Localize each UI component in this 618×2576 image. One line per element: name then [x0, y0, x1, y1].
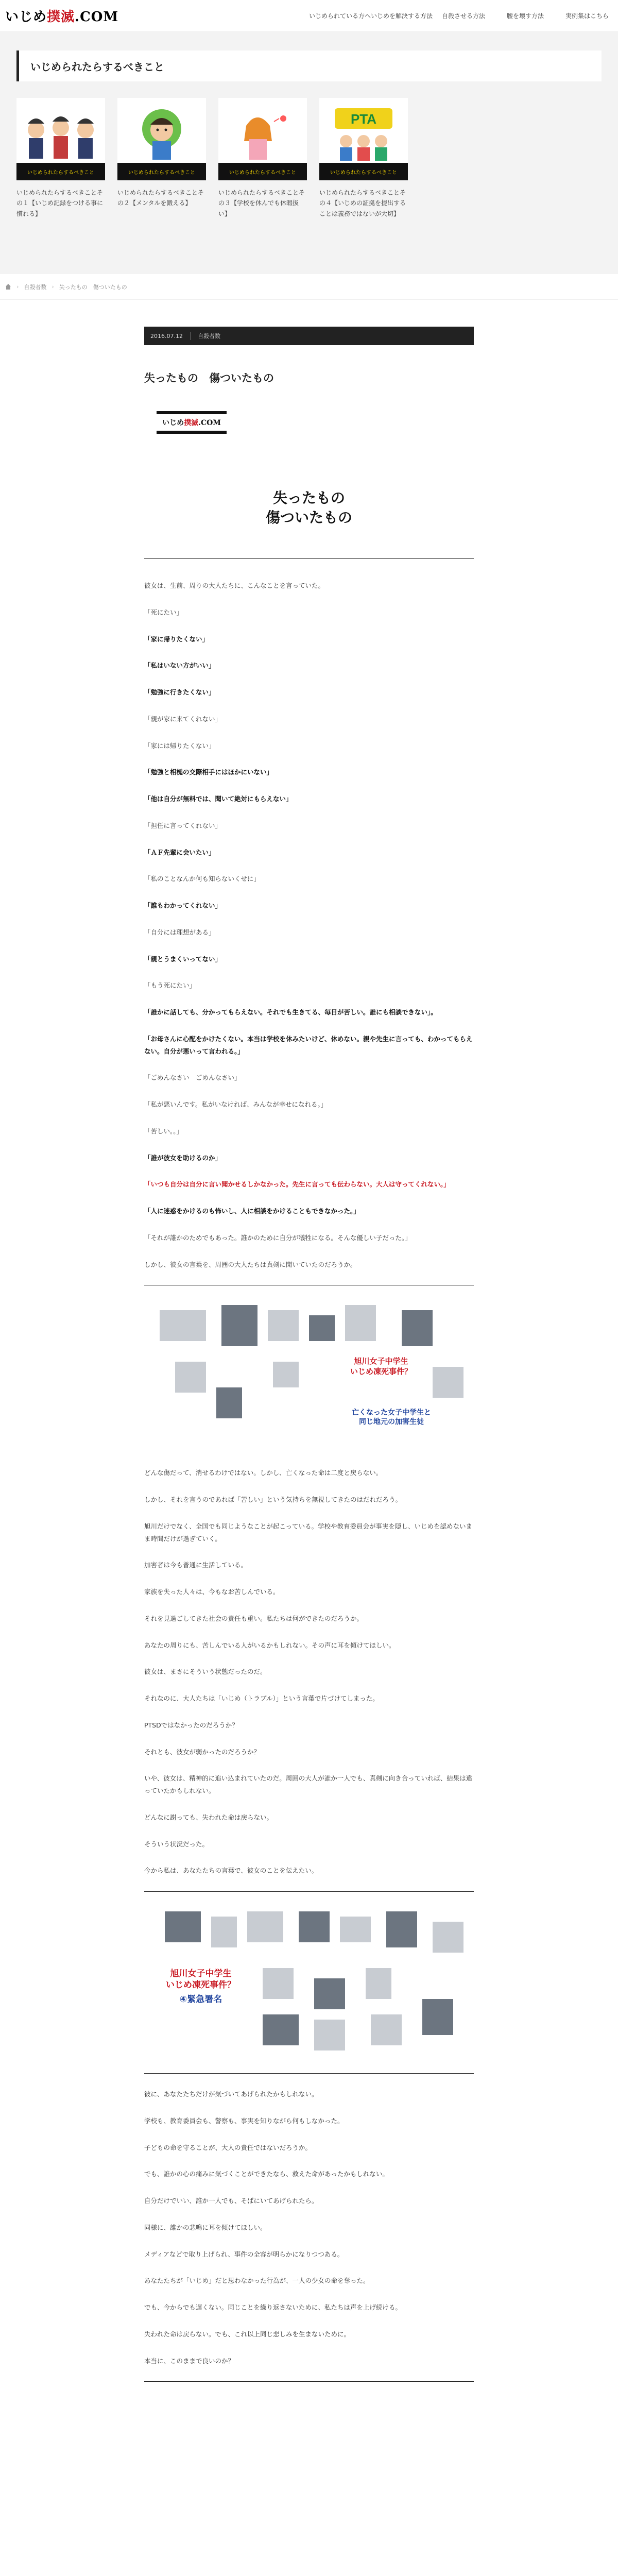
- paragraph: 「それが誰かのためでもあった。誰かのために自分が犠牲になる。そんな優しい子だった。」: [144, 1233, 411, 1242]
- paragraph: [144, 633, 474, 646]
- collage-photo: [422, 1999, 453, 2035]
- paragraph: 旭川だけでなく、全国でも同じようなことが起こっている。学校や教育委員会が事実を隠し、いじめを認めないまま時間だけが過ぎていく。: [144, 1522, 473, 1543]
- global-nav: [309, 0, 618, 32]
- collage-caption-line: 旭川女子中学生: [354, 1357, 408, 1366]
- paragraph: 「もう死にたい」: [144, 981, 196, 990]
- collage-photo: [345, 1305, 376, 1341]
- paragraph-bold: 「誰が彼女を助けるのか」: [144, 1154, 222, 1162]
- paragraph: [144, 766, 474, 778]
- paragraph: [144, 1006, 474, 1019]
- recommended-heading: いじめられたらするべきこと: [16, 50, 602, 81]
- paragraph: [144, 686, 474, 699]
- card-title[interactable]: いじめられたらするべきことその２【メンタルを鍛える】: [117, 189, 204, 207]
- paragraph-bold: 「誰もわかってくれない」: [144, 902, 222, 909]
- collage-caption-line: いじめ凍死事件？: [166, 1980, 236, 1991]
- site-header: [0, 0, 618, 32]
- card-thumbnail[interactable]: [117, 98, 206, 180]
- collage-photo: [211, 1917, 237, 1947]
- eyecatch-line: 傷ついたもの: [265, 509, 352, 526]
- collage-photo: [273, 1362, 299, 1387]
- collage-caption: [340, 1357, 422, 1377]
- breadcrumb-current: 失ったもの 傷ついたもの: [59, 283, 127, 291]
- petition-collage-image: [144, 1906, 474, 2056]
- card-title[interactable]: いじめられたらするべきことその１【いじめ記録をつける事に慣れる】: [16, 189, 104, 217]
- nav-item-3[interactable]: 自殺させる方法: [441, 12, 485, 20]
- collage-photo: [340, 1917, 371, 1942]
- article: [144, 327, 474, 2382]
- recommended-card[interactable]: [16, 98, 105, 219]
- card-illustration-thinking: [117, 98, 206, 163]
- paragraph-bold: 「誰かに話しても、分かってもらえない。それでも生きてる、毎日が苦しい。誰にも相談できない」。: [144, 1008, 437, 1016]
- article-body: [144, 580, 474, 2382]
- paragraph: どんな傷だって、消せるわけではない。しかし、亡くなった命は二度と戻らない。: [144, 1469, 383, 1477]
- paragraph-bold: 「人に迷惑をかけるのも怖いし、人に相談をかけることもできなかった。」: [144, 1207, 360, 1215]
- recommended-card[interactable]: [117, 98, 206, 219]
- home-icon[interactable]: [5, 284, 11, 290]
- breadcrumb-category[interactable]: 自殺者数: [24, 283, 47, 291]
- card-thumbnail[interactable]: [218, 98, 307, 180]
- collage-photo: [314, 1978, 345, 2009]
- paragraph: 失われた命は戻らない。でも、これ以上同じ悲しみを生まないために。: [144, 2330, 351, 2338]
- collage-photo: [371, 2014, 402, 2045]
- recommended-card[interactable]: [319, 98, 408, 219]
- paragraph: 今から私は、あなたたちの言葉で、彼女のことを伝えたい。: [144, 1867, 318, 1875]
- paragraph-bold: 「他は自分が無料では、聞いて絶対にもらえない」: [144, 795, 293, 803]
- nav-item-4[interactable]: 腰を壊す方法: [506, 12, 544, 20]
- card-strip-text: いじめられたらするべきこと: [330, 170, 397, 176]
- collage-caption-line: いじめ凍死事件？: [350, 1366, 412, 1376]
- paragraph: 彼女は、まさにそういう状態だったのだ。: [144, 1668, 267, 1676]
- paragraph: 子どもの命を守ることが、大人の責任ではないだろうか。: [144, 2143, 312, 2151]
- card-strip: [218, 163, 307, 180]
- paragraph: 同様に、誰かの悲鳴に耳を傾けてほしい。: [144, 2223, 267, 2231]
- paragraph: それなのに、大人たちは「いじめ（トラブル）」という言葉で片づけてしまった。: [144, 1694, 379, 1702]
- paragraph: [144, 900, 474, 912]
- paragraph: 本当に、このままで良いのか？: [144, 2357, 235, 2365]
- collage-photo: [268, 1310, 299, 1341]
- post-title: 失ったもの 傷ついたもの: [144, 372, 274, 384]
- eyecatch-logo: [157, 411, 227, 434]
- collage-photo: [263, 2014, 299, 2045]
- paragraph: 「苦しい。。」: [144, 1127, 183, 1135]
- paragraph: 「私のことなんか何も知らないくせに」: [144, 875, 261, 883]
- paragraph: あなたたちが「いじめ」だと思わなかった行為が、一人の少女の命を奪った。: [144, 2277, 370, 2285]
- collage-photo: [433, 1922, 464, 1953]
- paragraph: 学校も、教育委員会も、警察も、事実を知りながら何もしなかった。: [144, 2116, 344, 2125]
- paragraph: でも、誰かの心の痛みに気づくことができたなら、救えた命があったかもしれない。: [144, 2170, 389, 2178]
- paragraph: いや、彼女は、精神的に追い込まれていたのだ。周囲の大人が誰か一人でも、真剣に向き合っていれば、結果は違っていたかもしれない。: [144, 1774, 473, 1794]
- card-thumbnail[interactable]: [319, 98, 408, 180]
- paragraph: そういう状況だった。: [144, 1840, 209, 1848]
- news-collage-image: [144, 1300, 474, 1449]
- breadcrumb-separator: ›: [16, 283, 19, 290]
- logo-suffix: .COM: [75, 9, 119, 25]
- card-title[interactable]: いじめられたらするべきことその４【いじめの証拠を提出することは義務ではないが大切】: [319, 189, 406, 217]
- eyecatch-line: 失ったもの: [272, 489, 345, 506]
- paragraph: 自分だけでいい、誰か一人でも、そばにいてあげられたら。: [144, 2197, 318, 2205]
- paragraph-bold: 「親とうまくいってない」: [144, 955, 222, 963]
- paragraph: 彼女は、生前、周りの大人たちに、こんなことを言っていた。: [144, 582, 325, 589]
- paragraph: メディアなどで取り上げられ、事件の全容が明らかになりつつある。: [144, 2250, 344, 2258]
- collage-caption-line: 旭川女子中学生: [170, 1969, 232, 1979]
- breadcrumb-separator: ›: [52, 283, 54, 290]
- svg-text:PTA: PTA: [350, 111, 377, 127]
- collage-photo: [247, 1911, 283, 1942]
- collage-caption: [149, 1968, 252, 2005]
- collage-caption-line: 同じ地元の加害生徒: [359, 1418, 424, 1427]
- paragraph: それを見過ごしてきた社会の責任も重い。私たちは何ができたのだろうか。: [144, 1614, 364, 1622]
- divider: [144, 1891, 474, 1892]
- post-date: 2016.07.12: [150, 332, 183, 340]
- paragraph: 「ごめんなさい ごめんなさい」: [144, 1074, 241, 1082]
- nav-item-cases[interactable]: 実例集はこちら: [565, 12, 609, 20]
- post-category[interactable]: 自殺者数: [190, 332, 220, 340]
- paragraph: [144, 846, 474, 859]
- paragraph: 「担任に言ってくれない」: [144, 821, 222, 829]
- paragraph: それとも、彼女が弱かったのだろうか？: [144, 1748, 261, 1756]
- collage-photo: [221, 1305, 258, 1346]
- collage-photo: [314, 2020, 345, 2050]
- divider: [144, 558, 474, 559]
- collage-photo: [263, 1968, 294, 1999]
- nav-item-bullied[interactable]: いじめられている方へ: [309, 12, 371, 20]
- paragraph-bold: 「家に帰りたくない」: [144, 635, 209, 643]
- eyecatch-image: [144, 411, 474, 555]
- paragraph: 「自分には理想がある」: [144, 928, 215, 936]
- collage-photo: [175, 1362, 206, 1393]
- collage-photo: [165, 1911, 201, 1942]
- card-illustration-pta: [319, 98, 408, 163]
- eyecatch-logo-suffix: .COM: [198, 419, 221, 427]
- paragraph: PTSDではなかったのだろうか？: [144, 1721, 238, 1729]
- paragraph: [144, 1033, 474, 1058]
- paragraph: [144, 1178, 474, 1191]
- paragraph-bold: 「勉強に行きたくない」: [144, 688, 215, 696]
- paragraph: 「私が悪いんです。私がいなければ、みんなが幸せになれる。」: [144, 1100, 328, 1108]
- paragraph-emphasis: 「いつも自分は自分に言い聞かせるしかなかった。先生に言っても伝わらない。大人は守ってくれない。」: [144, 1180, 450, 1189]
- collage-photo: [309, 1315, 335, 1341]
- divider: [144, 2381, 474, 2382]
- card-title[interactable]: いじめられたらするべきことその３【学校を休んでも休暇扱い】: [218, 189, 305, 217]
- collage-caption: [330, 1408, 453, 1427]
- paragraph: [144, 659, 474, 672]
- collage-photo: [386, 1911, 417, 1947]
- eyecatch-logo-accent: 撲滅: [184, 419, 199, 427]
- paragraph: どんなに謝っても、失われた命は戻らない。: [144, 1813, 273, 1821]
- divider: [144, 2073, 474, 2074]
- collage-photo: [433, 1367, 464, 1398]
- recommended-section: [0, 32, 618, 274]
- card-illustration-worried: [218, 98, 307, 163]
- paragraph: あなたの周りにも、苦しんでいる人がいるかもしれない。その声に耳を傾けてほしい。: [144, 1641, 396, 1649]
- collage-photo: [299, 1911, 330, 1942]
- card-strip-text: いじめられたらするべきこと: [229, 170, 296, 176]
- paragraph: 彼に、あなたたちだけが気づいてあげられたかもしれない。: [144, 2090, 318, 2098]
- paragraph: 家族を失った人々は、今もなお苦しんでいる。: [144, 1588, 280, 1596]
- paragraph: 「死にたい」: [144, 608, 183, 616]
- collage-photo: [366, 1968, 391, 1999]
- card-strip: [16, 163, 105, 180]
- paragraph-bold: 「ＡＦ先輩に会いたい」: [144, 848, 215, 856]
- paragraph-bold: 「勉強と相槌の交際相手にはほかにいない」: [144, 768, 273, 776]
- eyecatch-logo-main: いじめ: [162, 419, 184, 427]
- paragraph: 「家には帰りたくない」: [144, 741, 215, 750]
- paragraph-bold: 「私はいない方がいい」: [144, 662, 215, 670]
- card-strip: [117, 163, 206, 180]
- breadcrumb: [0, 274, 618, 300]
- paragraph: [144, 953, 474, 965]
- eyecatch-title: [144, 488, 474, 528]
- collage-caption-line: 亡くなった女子中学生と: [352, 1409, 431, 1417]
- paragraph: 加害者は今も普通に生活している。: [144, 1561, 248, 1569]
- card-strip: [319, 163, 408, 180]
- paragraph: [144, 793, 474, 805]
- logo-main: いじめ: [5, 9, 47, 25]
- logo-accent: 撲滅: [47, 9, 75, 25]
- recommended-card[interactable]: [218, 98, 307, 219]
- paragraph-bold: 「お母さんに心配をかけたくない。本当は学校を休みたいけど、休めない。親や先生に言っても、わかってもらえない。自分が悪いって言われる。」: [144, 1035, 473, 1055]
- recommended-cards: [16, 98, 602, 219]
- card-thumbnail[interactable]: [16, 98, 105, 180]
- paragraph: しかし、彼女の言葉を、周囲の大人たちは真剣に聞いていたのだろうか。: [144, 1260, 357, 1268]
- paragraph: [144, 1205, 474, 1217]
- paragraph: 「親が家に来てくれない」: [144, 715, 222, 723]
- post-meta: [144, 327, 474, 345]
- nav-item-solve[interactable]: いじめを解決する方法: [371, 12, 433, 20]
- collage-caption-line: ④緊急署名: [179, 1994, 222, 2005]
- paragraph: しかし、それを言うのであれば「苦しい」という気持ちを無視してきたのはだれだろう。: [144, 1496, 402, 1503]
- collage-photo: [216, 1387, 242, 1418]
- card-illustration-group: [16, 98, 105, 163]
- site-logo[interactable]: [5, 6, 118, 25]
- card-strip-text: いじめられたらするべきこと: [27, 170, 94, 176]
- collage-photo: [402, 1310, 433, 1346]
- collage-photo: [160, 1310, 206, 1341]
- paragraph: でも、今からでも遅くない。同じことを繰り返さないために、私たちは声を上げ続ける。: [144, 2303, 402, 2311]
- card-strip-text: いじめられたらするべきこと: [128, 170, 195, 176]
- paragraph: [144, 1152, 474, 1164]
